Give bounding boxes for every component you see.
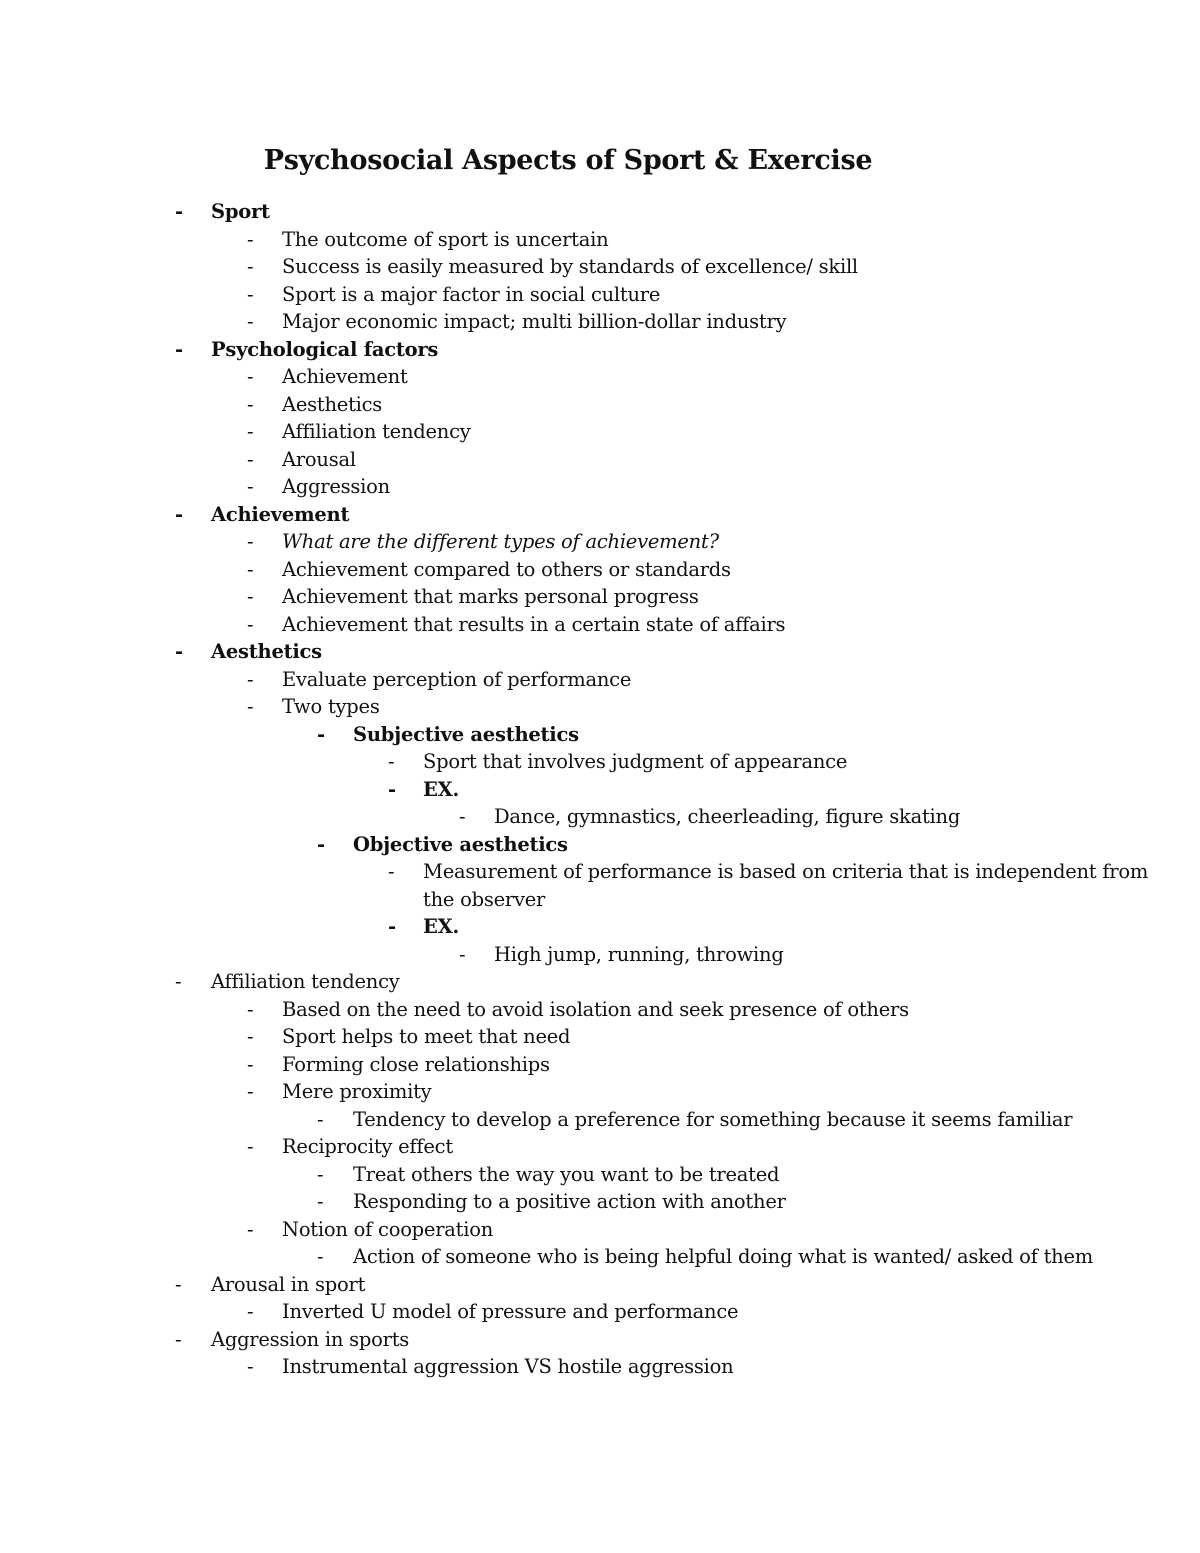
outline-item-text: Tendency to develop a preference for something because it seems familiar [353, 1107, 1073, 1131]
outline-item-text: Achievement that results in a certain state of affairs [282, 612, 786, 636]
outline-item-text: The outcome of sport is uncertain [282, 227, 609, 251]
bullet-dash: - [317, 1107, 324, 1131]
outline-item [0, 1188, 1200, 1216]
bullet-dash: - [175, 200, 183, 223]
bullet-dash: - [247, 420, 254, 443]
bullet-dash: - [317, 1245, 324, 1268]
bullet-dash: - [247, 557, 254, 581]
outline-item-text: Instrumental aggression VS hostile aggression [282, 1355, 734, 1378]
outline-item [0, 446, 1200, 474]
bullet-dash: - [247, 255, 254, 278]
outline-item-text: Dance, gymnastics, cheerleading, figure skating [494, 805, 961, 828]
outline-item [0, 721, 1200, 749]
outline-item-text: Success is easily measured by standards of excellence/ skill [282, 255, 858, 278]
outline-item [0, 1298, 1200, 1326]
bullet-dash: - [388, 915, 396, 938]
outline-item [0, 1326, 1200, 1354]
outline-item-text: Evaluate perception of performance [282, 667, 632, 691]
outline-item [0, 418, 1200, 446]
outline-item-text: Forming close relationships [282, 1052, 550, 1076]
outline-item-text: Major economic impact; multi billion-dollar industry [282, 310, 787, 333]
bullet-dash: - [247, 612, 254, 636]
outline-item [0, 1133, 1200, 1161]
outline-item-text: Based on the need to avoid isolation and seek presence of others [282, 997, 909, 1021]
outline-item-text: What are the different types of achievement? [282, 530, 719, 553]
outline-item-text: Achievement compared to others or standards [282, 557, 731, 581]
outline-item-text: Sport is a major factor in social culture [282, 282, 661, 306]
outline-item [0, 391, 1200, 419]
bullet-dash: - [247, 227, 254, 251]
outline-item [0, 1161, 1200, 1189]
outline-item [0, 693, 1200, 721]
outline-item [0, 941, 1200, 969]
bullet-dash: - [317, 1162, 324, 1186]
outline-item [0, 473, 1200, 501]
outline-item [0, 831, 1200, 859]
bullet-dash: - [247, 997, 254, 1021]
outline-item [0, 198, 1200, 226]
bullet-dash: - [247, 1217, 254, 1241]
outline-item-text: High jump, running, throwing [494, 942, 784, 966]
bullet-dash: - [247, 447, 254, 471]
outline-item-text: Achievement [282, 365, 408, 388]
outline-item-text: Arousal in sport [211, 1272, 366, 1296]
outline-item [0, 996, 1200, 1024]
outline-item [0, 1106, 1200, 1134]
bullet-dash: - [247, 1135, 254, 1158]
outline-item [0, 528, 1200, 556]
outline-item-text: Measurement of performance is based on criteria that is independent from [423, 860, 1149, 883]
outline-item-text: EX. [423, 777, 460, 801]
outline-item [0, 281, 1200, 309]
outline-item [0, 336, 1200, 364]
outline-item [0, 1243, 1200, 1271]
outline-item [0, 1353, 1200, 1381]
outline-item-text: Sport helps to meet that need [282, 1025, 571, 1048]
outline-item [0, 666, 1200, 694]
bullet-dash: - [459, 942, 466, 966]
outline-item-text: Notion of cooperation [282, 1217, 494, 1241]
outline-item-text: Treat others the way you want to be treated [353, 1162, 780, 1186]
bullet-dash: - [317, 722, 325, 746]
bullet-dash: - [247, 475, 254, 498]
outline-item [0, 748, 1200, 776]
outline-item [0, 1216, 1200, 1244]
outline-item-text: Aggression [282, 475, 390, 498]
outline-item-text: Aesthetics [282, 392, 383, 416]
outline-item-text: Arousal [282, 447, 356, 471]
outline-item-text: Two types [282, 695, 380, 718]
outline-item-text: EX. [423, 915, 460, 938]
outline-item [0, 556, 1200, 584]
bullet-dash: - [459, 805, 466, 828]
outline-item [0, 1051, 1200, 1079]
outline-item [0, 886, 1200, 914]
bullet-dash: - [247, 695, 254, 718]
bullet-dash: - [247, 667, 254, 691]
outline-item-text: Affiliation tendency [211, 970, 400, 993]
bullet-dash: - [175, 337, 183, 361]
outline-item-text: Subjective aesthetics [353, 722, 579, 746]
bullet-dash: - [247, 392, 254, 416]
outline-item [0, 776, 1200, 804]
outline-item [0, 1078, 1200, 1106]
outline-item [0, 638, 1200, 666]
outline-item-text: Psychological factors [211, 337, 439, 361]
bullet-dash: - [247, 365, 254, 388]
bullet-dash: - [247, 1080, 254, 1103]
outline-item [0, 968, 1200, 996]
document-title: Psychosocial Aspects of Sport & Exercise [263, 145, 873, 176]
bullet-dash: - [317, 832, 325, 856]
bullet-dash: - [247, 1355, 254, 1378]
bullet-dash: - [388, 777, 396, 801]
outline-item-text: Reciprocity effect [282, 1135, 453, 1158]
outline-item [0, 1271, 1200, 1299]
outline-item [0, 363, 1200, 391]
outline-item-text: Sport [211, 200, 270, 223]
outline-item-text: Aesthetics [211, 640, 322, 663]
bullet-dash: - [175, 640, 183, 663]
outline-item-text: Aggression in sports [211, 1327, 410, 1351]
bullet-dash: - [247, 1300, 254, 1323]
bullet-dash: - [247, 282, 254, 306]
outline-item-text: Sport that involves judgment of appearance [423, 750, 848, 773]
bullet-dash: - [175, 970, 182, 993]
outline-item-text: the observer [423, 887, 546, 911]
outline-item [0, 308, 1200, 336]
outline-item-text: Action of someone who is being helpful doing what is wanted/ asked of them [353, 1245, 1094, 1268]
outline-item-text: Affiliation tendency [282, 420, 471, 443]
outline-item [0, 253, 1200, 281]
bullet-dash: - [388, 860, 395, 883]
bullet-dash: - [247, 1025, 254, 1048]
bullet-dash: - [247, 585, 254, 608]
outline-item [0, 858, 1200, 886]
bullet-dash: - [247, 1052, 254, 1076]
bullet-dash: - [247, 530, 254, 553]
outline-item-text: Mere proximity [282, 1080, 432, 1103]
outline-item [0, 226, 1200, 254]
bullet-dash: - [247, 310, 254, 333]
bullet-dash: - [175, 1272, 182, 1296]
outline-item-text: Responding to a positive action with another [353, 1190, 786, 1213]
notes-outline [0, 198, 1200, 1381]
bullet-dash: - [175, 502, 183, 526]
outline-item [0, 501, 1200, 529]
outline-item [0, 803, 1200, 831]
bullet-dash: - [175, 1327, 182, 1351]
outline-item-text: Achievement [211, 502, 350, 526]
outline-item-text: Achievement that marks personal progress [282, 585, 699, 608]
outline-item-text: Objective aesthetics [353, 832, 568, 856]
bullet-dash: - [388, 750, 395, 773]
outline-item [0, 611, 1200, 639]
bullet-dash: - [317, 1190, 324, 1213]
outline-item [0, 913, 1200, 941]
outline-item [0, 583, 1200, 611]
outline-item-text: Inverted U model of pressure and performance [282, 1300, 739, 1323]
outline-item [0, 1023, 1200, 1051]
